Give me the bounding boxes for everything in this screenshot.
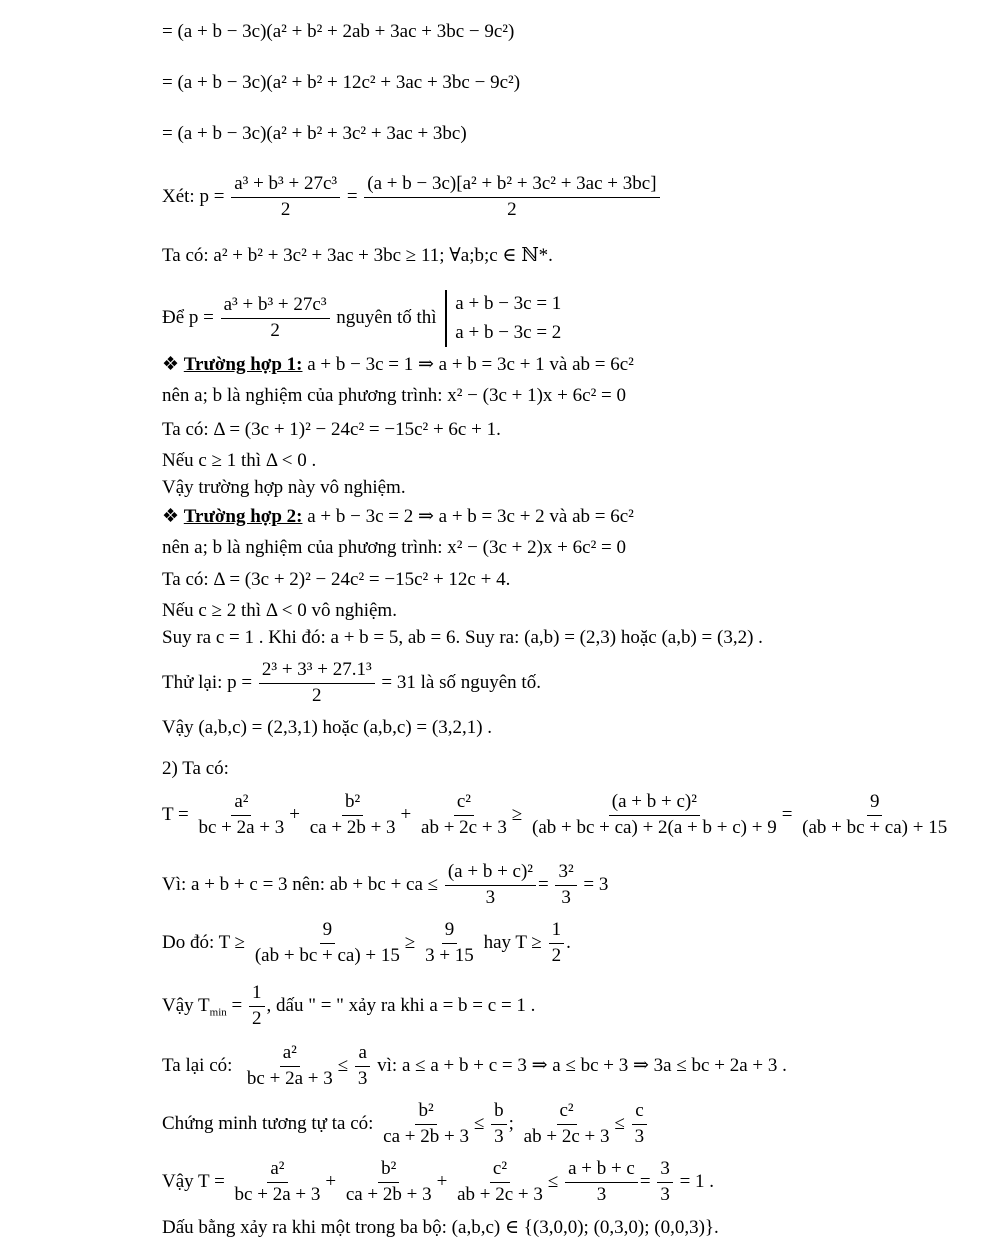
dodo-inequality: Do đó: T ≥ $\frac{9}{(ab + bc + ca) + 15}$ ≥ $\frac{9}{3 + 15}$ hay T ≥ $\frac{1}{2}$ . [162, 919, 571, 966]
T-min: Vậy $T_{min}$ = $\frac{1}{2}$ , dấu " = " xảy ra khi a = b = c = 1 . [162, 982, 536, 1029]
fraction: $\frac{\text{3²}}{3}$ [555, 862, 576, 909]
fraction: $\frac{a + b + c}{3}$ [565, 1159, 638, 1206]
fraction: $\frac{1}{2}$ [249, 983, 265, 1030]
fraction: $\frac{9}{3 + 15}$ [425, 919, 474, 966]
case-1-line-3: Ta có: Δ = (3c + 1)² − 24c² = −15c² + 6c + 1. [162, 419, 501, 440]
diamond-bullet-icon: ❖ [162, 506, 180, 527]
fraction: $\frac{a}{3}$ [355, 1043, 371, 1090]
case-2-line-2: nên a; b là nghiệm của phương trình: x² − (3c + 2)x + 6c² = 0 [162, 537, 626, 558]
fraction: $\frac{3}{3}$ [657, 1159, 673, 1206]
prime-condition: Để p = $\frac{\text{a³ + b³ + 27c³}}{2}$ nguyên tố thì a + b − 3c = 1 a + b − 3c = 2 [162, 290, 561, 347]
case-2-line-3: Ta có: Δ = (3c + 2)² − 24c² = −15c² + 12c + 4. [162, 569, 511, 590]
case-bracket: a + b − 3c = 1 a + b − 3c = 2 [445, 290, 561, 347]
fraction: $\frac{\text{a²}}{bc + 2a + 3}$ [234, 1158, 321, 1205]
fraction: $\frac{\text{c²}}{ab + 2c + 3}$ [421, 791, 507, 838]
conclusion-1: Vậy (a,b,c) = (2,3,1) hoặc (a,b,c) = (3,2,1) . [162, 717, 493, 738]
fraction: $\frac{\text{b²}}{ca + 2b + 3}$ [345, 1158, 432, 1205]
xet-formula: Xét: p = $\frac{\text{a³ + b³ + 27c³}}{2}$ = $\frac{\text{(a + b − 3c)[a² + b² + 3c² + 3ac + 3bc]}}{2}$ [162, 174, 662, 221]
fraction: $\frac{\text{a³ + b³ + 27c³}}{2}$ [221, 295, 330, 342]
fraction: $\frac{\text{c²}}{ab + 2c + 3}$ [523, 1100, 610, 1147]
diamond-bullet-icon: ❖ [162, 354, 180, 375]
vi-inequality: Vì: a + b + c = 3 nên: ab + bc + ca ≤ $\frac{\text{(a + b + c)²}}{3}$ = $\frac{\text{3²}}{3}$ = 3 [162, 861, 609, 908]
fraction: $\frac{\text{c²}}{ab + 2c + 3}$ [457, 1158, 543, 1205]
case-1-line-2: nên a; b là nghiệm của phương trình: x² − (3c + 1)x + 6c² = 0 [162, 385, 626, 406]
expansion-step-1: = (a + b − 3c)(a² + b² + 2ab + 3ac + 3bc − 9c²) [162, 21, 515, 42]
ta-lai-co: Ta lại có: $\frac{\text{a²}}{bc + 2a + 3}$ ≤ $\frac{a}{3}$ vì: a ≤ a + b + c = 3 ⇒ a ≤ bc + 3 ⇒ 3a ≤ bc + 2a + 3 . [162, 1042, 787, 1089]
fraction: $\frac{\text{2³ + 3³ + 27.1³}}{2}$ [259, 660, 375, 707]
equality-condition: Dấu bằng xảy ra khi một trong ba bộ: (a,b,c) ∈ {(3,0,0); (0,3,0); (0,0,3)}. [162, 1217, 719, 1238]
fraction: $\frac{\text{b²}}{ca + 2b + 3}$ [383, 1100, 469, 1147]
case-2-line-5: Suy ra c = 1 . Khi đó: a + b = 5, ab = 6. Suy ra: (a,b) = (2,3) hoặc (a,b) = (3,2) . [162, 627, 763, 648]
fraction: $\frac{9}{(ab + bc + ca) + 15}$ [802, 791, 948, 838]
case-1-line-4: Nếu c ≥ 1 thì Δ < 0 . [162, 450, 317, 471]
expansion-step-2: = (a + b − 3c)(a² + b² + 12c² + 3ac + 3bc − 9c²) [162, 72, 521, 93]
fraction: $\frac{\text{b²}}{ca + 2b + 3}$ [309, 791, 396, 838]
fraction: $\frac{\text{a³ + b³ + 27c³}}{2}$ [231, 174, 340, 221]
case-2-line-4: Nếu c ≥ 2 thì Δ < 0 vô nghiệm. [162, 600, 397, 621]
fraction: $\frac{b}{3}$ [491, 1101, 507, 1148]
expansion-step-3: = (a + b − 3c)(a² + b² + 3c² + 3ac + 3bc) [162, 123, 467, 144]
fraction: $\frac{\text{a²}}{bc + 2a + 3}$ [198, 791, 285, 838]
part-2-heading: 2) Ta có: [162, 758, 229, 779]
T-inequality: T = $\frac{\text{a²}}{bc + 2a + 3}$ + $\frac{\text{b²}}{ca + 2b + 3}$ + $\frac{\text{c²}}{ab + 2c + 3}$ ≥ $\frac{\text{(a + b + c)²}}{(ab + bc + ca) + 2(a + b + c) + 9}$ = $\frac{9}{(ab + bc + ca) + 15}$ [162, 792, 952, 839]
similar-proof: Chứng minh tương tự ta có: $\frac{\text{b²}}{ca + 2b + 3}$ ≤ $\frac{b}{3}$ ; $\frac{\text{c²}}{ab + 2c + 3}$ ≤ $\frac{c}{3}$ [162, 1101, 649, 1148]
case-1-heading: ❖ Trường hợp 1: a + b − 3c = 1 ⇒ a + b = 3c + 1 và ab = 6c² [162, 354, 634, 375]
fraction: $\frac{c}{3}$ [632, 1101, 648, 1148]
taco-inequality: Ta có: a² + b² + 3c² + 3ac + 3bc ≥ 11; ∀a;b;c ∈ ℕ*. [162, 245, 553, 266]
fraction: $\frac{\text{(a + b − 3c)[a² + b² + 3c² + 3ac + 3bc]}}{2}$ [364, 174, 659, 221]
verification: Thử lại: p = $\frac{\text{2³ + 3³ + 27.1³}}{2}$ = 31 là số nguyên tố. [162, 659, 541, 706]
fraction: $\frac{\text{(a + b + c)²}}{(ab + bc + ca) + 2(a + b + c) + 9}$ [532, 791, 777, 838]
case-1-line-5: Vậy trường hợp này vô nghiệm. [162, 477, 406, 498]
fraction: $\frac{9}{(ab + bc + ca) + 15}$ [254, 919, 400, 966]
fraction: $\frac{1}{2}$ [549, 920, 565, 967]
conclusion-2: Vậy T = $\frac{\text{a²}}{bc + 2a + 3}$ + $\frac{\text{b²}}{ca + 2b + 3}$ + $\frac{\text{c²}}{ab + 2c + 3}$ ≤ $\frac{a + b + c}{3}$ = $\frac{3}{3}$ = 1 . [162, 1158, 715, 1205]
case-2-heading: ❖ Trường hợp 2: a + b − 3c = 2 ⇒ a + b = 3c + 2 và ab = 6c² [162, 506, 634, 527]
fraction: $\frac{\text{a²}}{bc + 2a + 3}$ [246, 1042, 333, 1089]
fraction: $\frac{\text{(a + b + c)²}}{3}$ [445, 862, 536, 909]
